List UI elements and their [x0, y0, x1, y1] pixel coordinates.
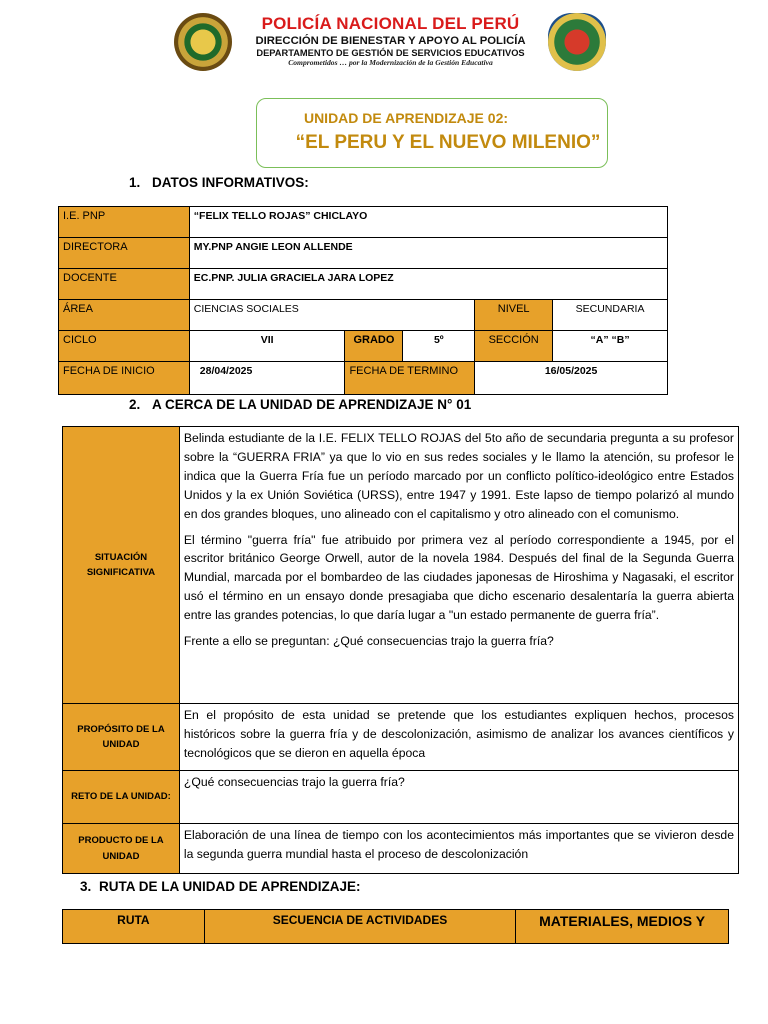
- producto-text: Elaboración de una línea de tiempo con los acontecimientos más importantes que se vivieron desde la segunda guerra mundial hasta el proceso de descolonización: [179, 824, 738, 874]
- docente-value: EC.PNP. JULIA GRACIELA JARA LOPEZ: [189, 269, 667, 300]
- institution-title: POLICÍA NACIONAL DEL PERÚ: [261, 14, 520, 33]
- acerca-unidad-table: [62, 426, 739, 874]
- datos-informativos-table: [58, 206, 668, 395]
- ciclo-value: VII: [189, 331, 345, 362]
- unit-title: “EL PERU Y EL NUEVO MILENIO”: [295, 132, 601, 153]
- pnp-emblem-icon: [174, 13, 232, 71]
- reto-text: ¿Qué consecuencias trajo la guerra fría?: [179, 771, 738, 824]
- ruta-column-header: RUTA: [63, 910, 205, 944]
- ciclo-label: CICLO: [59, 331, 190, 362]
- fecha-inicio-value: 28/04/2025: [189, 362, 345, 395]
- department-subtitle: DEPARTAMENTO DE GESTIÓN DE SERVICIOS EDUCATIVOS: [256, 48, 525, 58]
- situacion-paragraph-3: Frente a ello se preguntan: ¿Qué consecuencias trajo la guerra fría?: [183, 634, 554, 649]
- institution-subtitle: DIRECCIÓN DE BIENESTAR Y APOYO AL POLICÍA: [255, 35, 526, 47]
- shield-emblem-icon: [548, 13, 606, 71]
- situacion-paragraph-2: El término "guerra fría" fue atribuido por primera vez al período correspondiente a 1945, por el escritor británico George Orwell, autor de la novela 1984. Después del final de la Segunda Guerra Mundial, marcada por el bombardeo de las ciudades japonesas de Hiroshima y Nagasaki, el escritor usó el término en un ensayo donde presagiaba que dicho escenario desalentaría la guerra abierta entre las grandes potencias, lo que daría lugar a "un estado permanente de guerra fría”.: [183, 532, 734, 623]
- grado-value: 5º: [403, 331, 475, 362]
- grado-label: GRADO: [345, 331, 403, 362]
- ie-label: I.E. PNP: [59, 207, 190, 238]
- seccion-label: SECCIÓN: [475, 331, 553, 362]
- section-title: DATOS INFORMATIVOS:: [152, 175, 309, 190]
- nivel-value: SECUNDARIA: [553, 300, 668, 331]
- seccion-value: “A” “B”: [553, 331, 668, 362]
- directora-value: MY.PNP ANGIE LEON ALLENDE: [189, 238, 667, 269]
- secuencia-column-header: SECUENCIA DE ACTIVIDADES: [204, 910, 515, 944]
- ie-value: “FELIX TELLO ROJAS” CHICLAYO: [189, 207, 667, 238]
- nivel-label: NIVEL: [475, 300, 553, 331]
- directora-label: DIRECTORA: [59, 238, 190, 269]
- situacion-text: [179, 427, 738, 704]
- situacion-label: SITUACIÓN SIGNIFICATIVA: [63, 427, 180, 704]
- reto-label: RETO DE LA UNIDAD:: [63, 771, 180, 824]
- ruta-table: [62, 909, 729, 944]
- section-number: 1.: [129, 175, 141, 190]
- fecha-inicio-label: FECHA DE INICIO: [59, 362, 190, 395]
- proposito-label: PROPÓSITO DE LA UNIDAD: [63, 704, 180, 771]
- fecha-termino-value: 16/05/2025: [475, 362, 668, 395]
- section-heading-datos: [129, 175, 309, 190]
- section-title: RUTA DE LA UNIDAD DE APRENDIZAJE:: [99, 879, 361, 894]
- section-title: A CERCA DE LA UNIDAD DE APRENDIZAJE N° 01: [152, 397, 472, 412]
- area-label: ÁREA: [59, 300, 190, 331]
- proposito-text: En el propósito de esta unidad se pretende que los estudiantes expliquen hechos, procesos históricos sobre la guerra fría y de descolonización, asimismo de analizar los avances científicos y tecnológicos que se dieron en aquella época: [179, 704, 738, 771]
- institution-motto: Comprometidos … por la Modernización de la Gestión Educativa: [288, 58, 493, 67]
- section-number: 3.: [80, 879, 92, 894]
- producto-label: PRODUCTO DE LA UNIDAD: [63, 824, 180, 874]
- situacion-paragraph-1: Belinda estudiante de la I.E. FELIX TELLO ROJAS del 5to año de secundaria pregunta a su profesor sobre la “GUERRA FRIA” ya que lo vio en sus redes sociales y le llamo la atención, su profesor le indica que la Guerra Fría fue un período marcado por un conflicto político-ideológico entre Estados Unidos y la ex Unión Soviética (URSS), entre 1947 y 1991. Este lapso de tiempo polarizó al mundo en dos grandes bloques, uno alineado con el capitalismo y otro alineado con el comunismo.: [183, 431, 734, 521]
- unit-number: UNIDAD DE APRENDIZAJE 02:: [303, 110, 509, 126]
- section-heading-acerca: [129, 397, 471, 412]
- materiales-column-header: MATERIALES, MEDIOS Y: [516, 910, 729, 944]
- section-number: 2.: [129, 397, 141, 412]
- fecha-termino-label: FECHA DE TERMINO: [345, 362, 475, 395]
- section-heading-ruta: [80, 879, 361, 894]
- area-value: CIENCIAS SOCIALES: [189, 300, 474, 331]
- docente-label: DOCENTE: [59, 269, 190, 300]
